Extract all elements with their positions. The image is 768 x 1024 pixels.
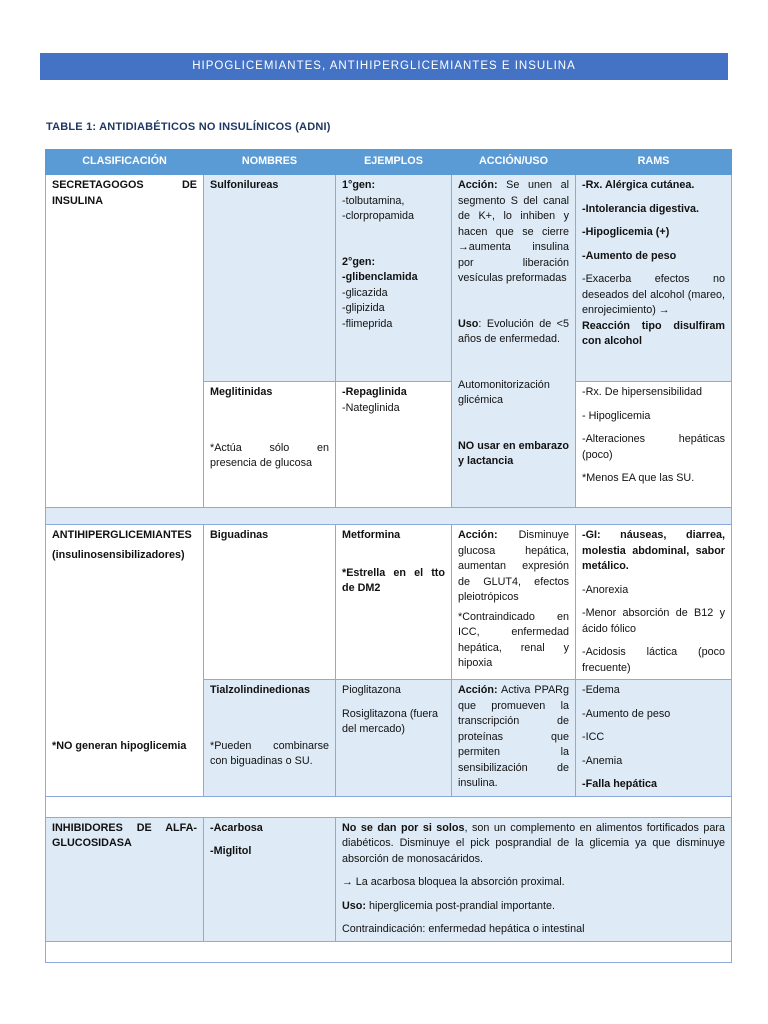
accion-tialzolindinedionas — [452, 680, 576, 797]
automonitorizacion-note: Automonitorización glicémica — [458, 378, 550, 406]
rams-sulfonilureas — [576, 175, 732, 382]
desc-bold: No se dan por si solos — [342, 821, 465, 834]
section-divider — [46, 941, 732, 962]
rams-meglitinidas — [576, 382, 732, 508]
class-antihiper-sub: (insulinosensibilizadores) — [52, 548, 185, 561]
header-nombres: NOMBRES — [204, 150, 336, 175]
ram-item: -Hipoglicemia (+) — [582, 226, 670, 238]
name-biguadinas: Biguadinas — [204, 525, 336, 680]
examples-biguadinas — [336, 525, 452, 680]
ram-item: -Rx. Alérgica cutánea. — [582, 179, 695, 191]
table-header-row — [46, 150, 732, 175]
gen2-heading: 2°gen: — [342, 255, 376, 268]
name-sulfonilureas: Sulfonilureas — [204, 175, 336, 382]
accion-text: Activa PPARg que promueven la transcripción de proteínas que permiten la sensibilización de insulina. — [458, 684, 569, 789]
contraindicado-note: *Contraindicado en ICC, enfermedad hepática, renal y hipoxia — [458, 610, 569, 669]
accion-biguadinas — [452, 525, 576, 680]
ram-item: - Hipoglicemia — [582, 409, 651, 422]
header-accion-uso: ACCIÓN/USO — [452, 150, 576, 175]
accion-label: Acción: — [458, 179, 498, 191]
rams-biguadinas — [576, 525, 732, 680]
tialzo-note: *Pueden combinarse con biguadinas o SU. — [210, 739, 329, 767]
ram-item: -Menor absorción de B12 y ácido fólico — [582, 607, 725, 635]
uso-label: Uso: — [342, 899, 366, 912]
ram-item: Reacción tipo disulfiram con alcohol — [582, 319, 725, 347]
examples-tialzolindinedionas — [336, 680, 452, 797]
ram-item: -Aumento de peso — [582, 249, 677, 262]
meglitinidas-label: Meglitinidas — [210, 386, 273, 399]
ram-item: -Alteraciones hepáticas (poco) — [582, 433, 725, 461]
ram-item: -Edema — [582, 684, 620, 696]
class-antihiperglicemiantes — [46, 525, 204, 797]
examples-meglitinidas — [336, 382, 452, 508]
example-item: -glipizida — [342, 302, 385, 314]
no-usar-note: NO usar en embarazo y lactancia — [458, 439, 570, 467]
example-item: Pioglitazona — [342, 684, 401, 696]
uso-label: Uso — [458, 317, 479, 330]
section-divider — [46, 508, 732, 525]
table-row — [46, 175, 732, 382]
example-item: -glibenclamida — [342, 271, 418, 283]
ram-item: -Rx. De hipersensibilidad — [582, 386, 703, 399]
ram-item: -GI: náuseas, diarrea, molestia abdominal, sabor metálico. — [582, 529, 725, 572]
example-item: Metformina — [342, 529, 401, 541]
example-item: -flimeprida — [342, 317, 393, 330]
drug-name: -Miglitol — [210, 845, 252, 857]
accion-label: Acción: — [458, 684, 498, 696]
accion-text: Disminuye glucosa hepática, aumentan expresión de GLUT4, efectos pleiotrópicos — [458, 529, 569, 603]
no-hipoglicemia-note: *NO generan hipoglicemia — [52, 740, 187, 752]
contraindicacion-note: Contraindicación: enfermedad hepática o intestinal — [342, 923, 585, 935]
name-tialzolindinedionas — [204, 680, 336, 797]
tialzo-label: Tialzolindinedionas — [210, 684, 310, 696]
class-antihiper-label: ANTIHIPERGLICEMIANTES — [52, 529, 192, 541]
desc-inhibidores — [336, 817, 732, 941]
adni-table — [45, 149, 732, 963]
header-clasificacion: CLASIFICACIÓN — [46, 150, 204, 175]
example-item: -tolbutamina, — [342, 194, 405, 207]
desc-text: , son un complemento en alimentos fortificados para diabéticos. Disminuye el pick posprandial de la glicemia ya que disminuye absorción de monosacáridos. — [342, 821, 725, 865]
uso-text: hiperglicemia post-prandial importante. — [366, 899, 556, 912]
ram-item: -Exacerba efectos no deseados del alcohol (mareo, enrojecimiento) → — [582, 273, 725, 316]
ram-item: -ICC — [582, 731, 605, 743]
acarbosa-note: → La acarbosa bloquea la absorción proximal. — [342, 876, 565, 888]
class-secretagogos: SECRETAGOGOS DE INSULINA — [46, 175, 204, 508]
table-title: TABLE 1: ANTIDIABÉTICOS NO INSULÍNICOS (ADNI) — [46, 121, 331, 133]
ram-item: -Anemia — [582, 754, 623, 767]
header-rams: RAMS — [576, 150, 732, 175]
ram-item: *Menos EA que las SU. — [582, 472, 695, 485]
ram-item: -Falla hepática — [582, 778, 658, 790]
accion-secretagogos — [452, 175, 576, 508]
uso-text: : Evolución de <5 años de enfermedad. — [458, 317, 569, 345]
example-item: -Nateglinida — [342, 401, 400, 414]
ram-item: -Anorexia — [582, 583, 629, 596]
examples-sulfonilureas — [336, 175, 452, 382]
names-inhibidores — [204, 817, 336, 941]
ram-item: -Intolerancia digestiva. — [582, 202, 699, 215]
ram-item: -Aumento de peso — [582, 707, 671, 720]
example-item: -glicazida — [342, 286, 388, 299]
class-inhibidores: INHIBIDORES DE ALFA-GLUCOSIDASA — [46, 817, 204, 941]
example-item: Rosiglitazona (fuera del mercado) — [342, 707, 439, 735]
name-meglitinidas — [204, 382, 336, 508]
section-divider — [46, 796, 732, 817]
accion-text: Se unen al segmento S del canal de K+, lo inhiben y hacen que se cierre →aumenta insulina por liberación vesículas preformadas — [458, 179, 569, 284]
gen1-heading: 1°gen: — [342, 179, 376, 191]
accion-label: Acción: — [458, 529, 498, 541]
example-item: -Repaglinida — [342, 386, 407, 399]
example-item: -clorpropamida — [342, 210, 415, 222]
drug-name: -Acarbosa — [210, 821, 263, 834]
ram-item: -Acidosis láctica (poco frecuente) — [582, 646, 725, 674]
metformina-note: *Estrella en el tto de DM2 — [342, 566, 445, 594]
table-row — [46, 817, 732, 941]
rams-tialzolindinedionas — [576, 680, 732, 797]
document-banner: HIPOGLICEMIANTES, ANTIHIPERGLICEMIANTES E INSULINA — [40, 53, 728, 80]
table-row — [46, 525, 732, 680]
meglitinidas-note: *Actúa sólo en presencia de glucosa — [210, 441, 329, 470]
header-ejemplos: EJEMPLOS — [336, 150, 452, 175]
